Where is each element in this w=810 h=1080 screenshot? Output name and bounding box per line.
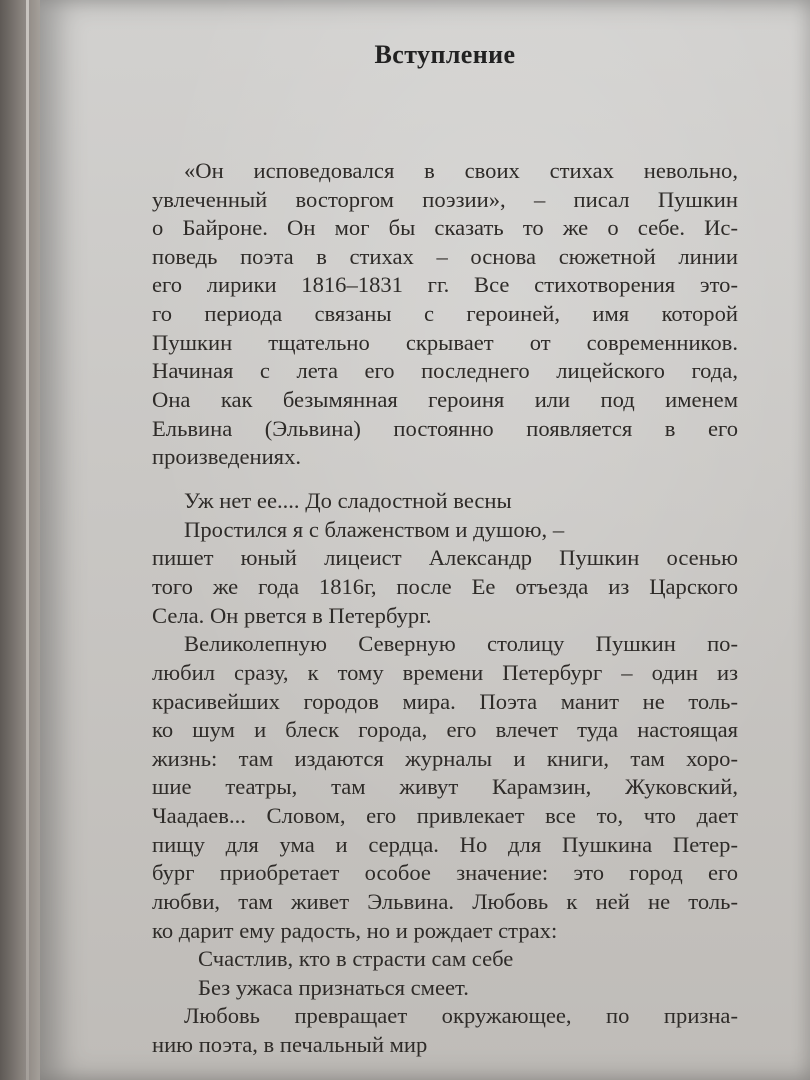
text-line: Великолепную Северную столицу Пушкин по- — [184, 631, 738, 657]
text-line: бург приобретает особое значение: это город его — [152, 860, 738, 886]
text-line: произведениях. — [152, 444, 302, 470]
text-line: жизнь: там издаются журналы и книги, там хоро- — [152, 745, 738, 771]
text-line: Ельвина (Эльвина) постоянно появляется в его — [152, 415, 738, 441]
text-line: любви, там живет Эльвина. Любовь к ней не толь- — [152, 888, 738, 914]
text-line: того же года 1816г, после Ее отъезда из Царского — [152, 574, 738, 599]
text-line: любил сразу, к тому времени Петербург – один из — [152, 659, 738, 685]
text-line: его лирики 1816–1831 гг. Все стихотворения это- — [152, 272, 738, 298]
text-line: о Байроне. Он мог бы сказать то же о себе. Ис- — [152, 215, 738, 241]
text-line: пишет юный лицеист Александр Пушкин осенью — [152, 545, 738, 571]
verse-line: Счастлив, кто в страсти сам себе — [198, 946, 514, 972]
text-line: увлеченный восторгом поэзии», – писал Пушкин — [152, 186, 738, 212]
text-line: шие театры, там живут Карамзин, Жуковский, — [152, 774, 738, 800]
text-line: красивейших городов мира. Поэта манит не толь- — [152, 688, 738, 714]
previous-page-edge — [26, 0, 29, 1080]
text-line: Любовь превращает окружающее, по призна- — [184, 1003, 738, 1029]
text-line: пищу для ума и сердца. Но для Пушкина Петер- — [152, 831, 738, 857]
text-line: ко дарит ему радость, но и рождает страх: — [152, 917, 558, 943]
text-line: ко шум и блеск города, его влечет туда настоящая — [152, 717, 738, 743]
verse-line: Без ужаса признаться смеет. — [198, 974, 469, 1000]
text-line: го периода связаны с героиней, имя которой — [152, 301, 738, 327]
text-line: поведь поэта в стихах – основа сюжетной линии — [152, 243, 738, 269]
chapter-title: Вступление — [374, 40, 516, 69]
text-line: Пушкин тщательно скрывает от современников. — [152, 329, 738, 355]
text-line: Села. Он рвется в Петербург. — [152, 602, 432, 628]
verse-line: Уж нет ее.... До сладостной весны — [184, 488, 512, 514]
verse-line: Простился я с блаженством и душою, – — [184, 516, 565, 542]
text-line: нию поэта, в печальный мир — [152, 1032, 428, 1057]
text-line: Начиная с лета его последнего лицейского года, — [152, 358, 738, 384]
text-line: Чаадаев... Словом, его привлекает все то, что дает — [152, 803, 738, 828]
text-line: Она как безымянная героиня или под именем — [152, 386, 738, 412]
text-line: «Он исповедовался в своих стихах невольно, — [184, 158, 738, 183]
book-page — [40, 0, 810, 1080]
